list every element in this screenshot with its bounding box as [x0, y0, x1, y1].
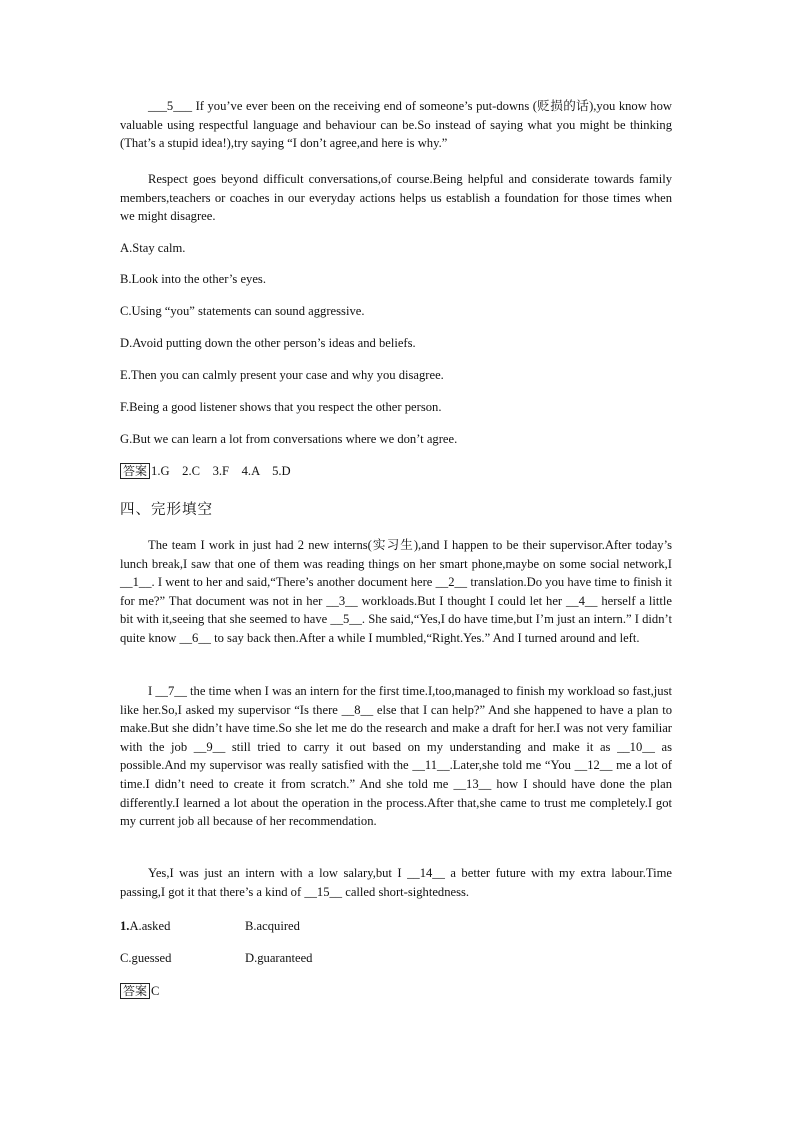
reading-answer: [120, 463, 291, 479]
reading-paragraph-1: ___5___ If you’ve ever been on the receiving end of someone’s put-downs (贬损的话),you know how valuable using respectful language and behaviour can be.So instead of saying what you might be thinking (That’s a stupid idea!),try saying “I don’t agree,and here is why.”: [120, 99, 672, 151]
answer-tag: 答案: [120, 463, 150, 479]
option-e: E.Then you can calmly present your case and why you disagree.: [120, 368, 444, 382]
question-1-option-a: A.asked: [129, 919, 171, 933]
answer-text: C: [151, 984, 160, 998]
option-b: B.Look into the other’s eyes.: [120, 272, 266, 286]
section-heading: 四、完形填空: [120, 502, 213, 518]
option-c: C.Using “you” statements can sound aggressive.: [120, 304, 365, 318]
option-f: F.Being a good listener shows that you respect the other person.: [120, 400, 442, 414]
reading-paragraph-2: Respect goes beyond difficult conversations,of course.Being helpful and considerate towards family members,teachers or coaches in our everyday actions helps us establish a foundation for those times when we might disagree.: [120, 172, 672, 224]
option-d: D.Avoid putting down the other person’s ideas and beliefs.: [120, 336, 416, 350]
question-1-option-c: C.guessed: [120, 951, 172, 965]
cloze-answer: [120, 983, 159, 999]
option-a: A.Stay calm.: [120, 241, 186, 255]
cloze-paragraph-3: Yes,I was just an intern with a low salary,but I __14__ a better future with my extra labour.Time passing,I got it that there’s a kind of __15__ called short-sightedness.: [120, 866, 672, 899]
answer-tag: 答案: [120, 983, 150, 999]
question-1-option-d: D.guaranteed: [245, 951, 313, 965]
question-1-number: 1.: [120, 919, 130, 933]
cloze-paragraph-1: The team I work in just had 2 new interns(实习生),and I happen to be their supervisor.After today’s lunch break,I saw that one of them was reading things on her smart phone,maybe on some social network,I __1__. I went to her and said,“There’s another document here __2__ translation.Do you have time to finish it for me?” That document was not in her __3__ workloads.But I thought I could let her __4__ herself a little bit with it,seeing that she seemed to have __5__. She said,“Yes,I do have time,but I’m just an intern.” I didn’t quite know __6__ to say back then.After a while I mumbled,“Right.Yes.” And I turned around and left.: [120, 538, 672, 645]
cloze-paragraph-2: I __7__ the time when I was an intern for the first time.I,too,managed to finish my workload so fast,just like her.So,I asked my supervisor “Is there __8__ else that I can help?” And she happened to have a plan to make.But she didn’t have time.So she let me do the research and make a draft for her.I was not very familiar with the job __9__ still tried to carry it out based on my understanding and make it as __10__ as possible.And my supervisor was really satisfied with the __11__.Later,she told me “You __12__ me a lot of time.I didn’t need to create it from scratch.” And she told me __13__ how I should have done the plan differently.I learned a lot about the operation in the process.After that,she came to trust me completely.I got my current job all because of her recommendation.: [120, 684, 672, 829]
question-1-option-b: B.acquired: [245, 919, 300, 933]
question-1-row-1: [120, 918, 170, 934]
option-g: G.But we can learn a lot from conversations where we don’t agree.: [120, 432, 458, 446]
answer-text: 1.G 2.C 3.F 4.A 5.D: [151, 464, 291, 478]
